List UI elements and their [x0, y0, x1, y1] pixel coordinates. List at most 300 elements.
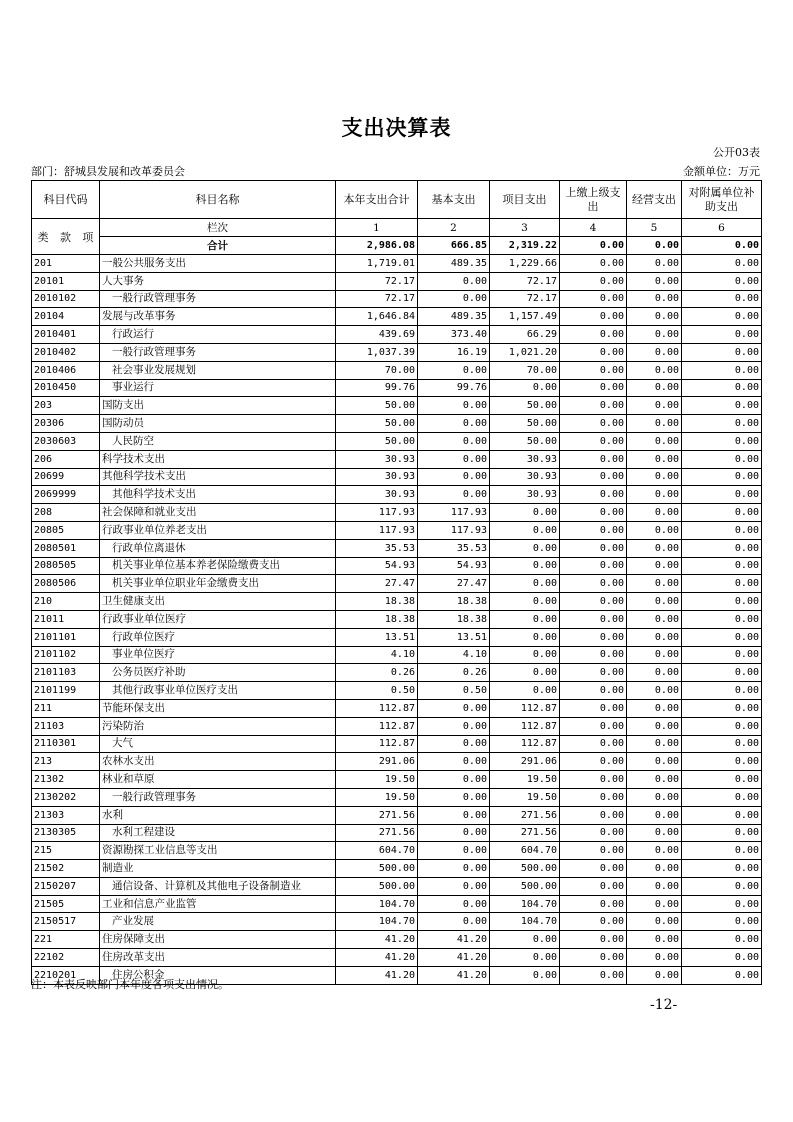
amount-cell: 0.00 [627, 468, 682, 486]
subject-name: 行政单位离退休 [100, 539, 336, 557]
amount-cell: 0.26 [336, 664, 418, 682]
amount-cell: 41.20 [336, 966, 418, 984]
amount-cell: 16.19 [418, 343, 490, 361]
amount-cell: 0.00 [490, 682, 560, 700]
amount-cell: 0.00 [560, 361, 627, 379]
amount-cell: 271.56 [336, 806, 418, 824]
amount-cell: 0.00 [682, 272, 762, 290]
header-basic: 基本支出 [418, 181, 490, 219]
total-row [32, 237, 762, 255]
amount-cell: 0.00 [682, 628, 762, 646]
amount-cell: 99.76 [336, 379, 418, 397]
table-row [32, 753, 762, 771]
amount-cell: 0.00 [682, 593, 762, 611]
table-row [32, 735, 762, 753]
amount-cell: 271.56 [490, 824, 560, 842]
col-num: 1 [336, 219, 418, 237]
subject-code: 208 [32, 504, 100, 522]
amount-cell: 0.00 [627, 753, 682, 771]
amount-cell: 500.00 [490, 877, 560, 895]
table-row [32, 895, 762, 913]
amount-cell: 0.00 [627, 379, 682, 397]
amount-cell: 0.00 [560, 539, 627, 557]
amount-cell: 489.35 [418, 255, 490, 273]
amount-cell: 0.00 [627, 539, 682, 557]
amount-cell: 0.00 [418, 806, 490, 824]
subject-name: 社会事业发展规划 [100, 361, 336, 379]
subject-code: 21103 [32, 717, 100, 735]
amount-cell: 1,719.01 [336, 255, 418, 273]
amount-cell: 50.00 [336, 432, 418, 450]
amount-cell: 30.93 [336, 486, 418, 504]
subject-code: 2150517 [32, 913, 100, 931]
amount-cell: 0.00 [560, 682, 627, 700]
table-row [32, 682, 762, 700]
amount-cell: 0.00 [418, 699, 490, 717]
amount-cell: 0.00 [560, 290, 627, 308]
amount-cell: 104.70 [336, 913, 418, 931]
table-row [32, 486, 762, 504]
table-row [32, 326, 762, 344]
header-kuan: 款 [59, 230, 71, 244]
amount-cell: 1,037.39 [336, 343, 418, 361]
amount-cell: 0.00 [560, 504, 627, 522]
amount-cell: 0.00 [490, 539, 560, 557]
subject-code: 2010450 [32, 379, 100, 397]
col-num: 3 [490, 219, 560, 237]
amount-cell: 0.00 [418, 824, 490, 842]
subject-code: 20699 [32, 468, 100, 486]
subject-name: 行政单位医疗 [100, 628, 336, 646]
subject-code: 20805 [32, 521, 100, 539]
amount-cell: 50.00 [490, 397, 560, 415]
amount-cell: 0.00 [682, 949, 762, 967]
subject-name: 制造业 [100, 860, 336, 878]
amount-cell: 0.00 [560, 379, 627, 397]
table-row [32, 575, 762, 593]
amount-cell: 41.20 [336, 949, 418, 967]
subject-name: 大气 [100, 735, 336, 753]
subject-code: 211 [32, 699, 100, 717]
subject-code: 2010102 [32, 290, 100, 308]
table-row [32, 361, 762, 379]
subject-code: 2030603 [32, 432, 100, 450]
amount-cell: 1,229.66 [490, 255, 560, 273]
amount-cell: 0.00 [627, 397, 682, 415]
amount-cell: 0.00 [560, 610, 627, 628]
amount-cell: 0.00 [627, 877, 682, 895]
amount-cell: 70.00 [490, 361, 560, 379]
amount-cell: 41.20 [336, 931, 418, 949]
table-row [32, 504, 762, 522]
amount-cell: 0.00 [627, 255, 682, 273]
amount-cell: 50.00 [490, 415, 560, 433]
table-row [32, 557, 762, 575]
table-row [32, 860, 762, 878]
subject-name: 其他行政事业单位医疗支出 [100, 682, 336, 700]
amount-cell: 30.93 [490, 486, 560, 504]
amount-cell: 604.70 [336, 842, 418, 860]
table-row [32, 824, 762, 842]
table-row [32, 664, 762, 682]
total-value: 666.85 [418, 237, 490, 255]
amount-cell: 1,021.20 [490, 343, 560, 361]
amount-cell: 0.00 [560, 521, 627, 539]
amount-cell: 271.56 [336, 824, 418, 842]
amount-cell: 0.00 [627, 504, 682, 522]
table-row [32, 913, 762, 931]
total-value: 0.00 [560, 237, 627, 255]
amount-cell: 0.00 [682, 468, 762, 486]
amount-cell: 117.93 [336, 504, 418, 522]
table-row [32, 290, 762, 308]
amount-cell: 0.00 [627, 699, 682, 717]
table-row [32, 343, 762, 361]
amount-cell: 0.00 [627, 308, 682, 326]
subject-code: 21011 [32, 610, 100, 628]
table-row [32, 415, 762, 433]
amount-cell: 0.00 [490, 575, 560, 593]
subject-code: 21302 [32, 771, 100, 789]
amount-cell: 112.87 [336, 717, 418, 735]
amount-cell: 0.00 [682, 557, 762, 575]
amount-cell: 0.00 [560, 860, 627, 878]
amount-cell: 72.17 [490, 290, 560, 308]
amount-cell: 0.00 [627, 343, 682, 361]
header-row [32, 181, 762, 219]
amount-cell: 0.00 [418, 450, 490, 468]
table-row [32, 521, 762, 539]
subject-name: 一般行政管理事务 [100, 788, 336, 806]
amount-cell: 0.00 [560, 450, 627, 468]
amount-cell: 0.00 [627, 272, 682, 290]
amount-cell: 291.06 [336, 753, 418, 771]
amount-cell: 0.00 [490, 966, 560, 984]
amount-cell: 0.00 [418, 397, 490, 415]
amount-cell: 0.00 [627, 913, 682, 931]
amount-cell: 1,646.84 [336, 308, 418, 326]
table-row [32, 877, 762, 895]
amount-cell: 0.00 [560, 326, 627, 344]
subject-code: 221 [32, 931, 100, 949]
amount-cell: 0.00 [560, 468, 627, 486]
amount-cell: 72.17 [336, 290, 418, 308]
amount-cell: 0.00 [682, 521, 762, 539]
amount-cell: 0.00 [560, 308, 627, 326]
column-number-row [32, 219, 762, 237]
amount-cell: 0.00 [418, 753, 490, 771]
amount-cell: 0.00 [627, 682, 682, 700]
header-business: 经营支出 [627, 181, 682, 219]
amount-cell: 0.00 [627, 361, 682, 379]
subject-name: 机关事业单位职业年金缴费支出 [100, 575, 336, 593]
subject-name: 行政事业单位医疗 [100, 610, 336, 628]
amount-cell: 19.50 [490, 788, 560, 806]
table-row [32, 255, 762, 273]
amount-cell: 0.00 [418, 771, 490, 789]
subject-code: 2069999 [32, 486, 100, 504]
amount-cell: 0.00 [418, 486, 490, 504]
table-body [32, 255, 762, 985]
table-row [32, 272, 762, 290]
amount-cell: 0.50 [418, 682, 490, 700]
amount-cell: 19.50 [336, 771, 418, 789]
page-number: -12- [650, 997, 678, 1013]
amount-cell: 373.40 [418, 326, 490, 344]
amount-cell: 99.76 [418, 379, 490, 397]
header-total: 本年支出合计 [336, 181, 418, 219]
subject-name: 通信设备、计算机及其他电子设备制造业 [100, 877, 336, 895]
amount-cell: 0.00 [682, 806, 762, 824]
table-row [32, 646, 762, 664]
subject-name: 工业和信息产业监管 [100, 895, 336, 913]
subject-code: 2010402 [32, 343, 100, 361]
subject-name: 农林水支出 [100, 753, 336, 771]
amount-cell: 41.20 [418, 931, 490, 949]
amount-cell: 0.00 [627, 806, 682, 824]
table-row [32, 539, 762, 557]
amount-cell: 0.00 [627, 735, 682, 753]
subject-name: 资源勘探工业信息等支出 [100, 842, 336, 860]
subject-code: 2101101 [32, 628, 100, 646]
amount-cell: 0.00 [627, 557, 682, 575]
amount-cell: 0.00 [627, 931, 682, 949]
amount-cell: 0.00 [560, 931, 627, 949]
amount-cell: 117.93 [418, 521, 490, 539]
subject-name: 其他科学技术支出 [100, 486, 336, 504]
amount-cell: 0.00 [627, 593, 682, 611]
amount-cell: 0.00 [682, 575, 762, 593]
table-row [32, 308, 762, 326]
amount-cell: 0.00 [418, 860, 490, 878]
amount-cell: 0.00 [627, 717, 682, 735]
amount-cell: 0.00 [682, 771, 762, 789]
amount-cell: 0.00 [418, 877, 490, 895]
subject-name: 一般行政管理事务 [100, 343, 336, 361]
amount-cell: 0.00 [418, 842, 490, 860]
subject-code: 215 [32, 842, 100, 860]
table-row [32, 949, 762, 967]
header-code: 科目代码 [32, 181, 100, 219]
amount-cell: 439.69 [336, 326, 418, 344]
amount-cell: 18.38 [336, 610, 418, 628]
amount-cell: 104.70 [490, 895, 560, 913]
amount-cell: 19.50 [336, 788, 418, 806]
footnote: 注：本表反映部门本年度各项支出情况。 [31, 978, 229, 991]
subject-code: 22102 [32, 949, 100, 967]
amount-cell: 30.93 [336, 468, 418, 486]
amount-cell: 0.00 [560, 735, 627, 753]
amount-cell: 0.00 [682, 290, 762, 308]
amount-cell: 0.00 [490, 646, 560, 664]
amount-cell: 41.20 [418, 949, 490, 967]
subject-code: 20306 [32, 415, 100, 433]
expenditure-table [31, 180, 762, 985]
amount-cell: 0.00 [682, 877, 762, 895]
subject-name: 住房公积金 [100, 966, 336, 984]
table-row [32, 771, 762, 789]
total-value: 2,319.22 [490, 237, 560, 255]
amount-cell: 0.00 [560, 628, 627, 646]
amount-cell: 27.47 [418, 575, 490, 593]
amount-cell: 500.00 [336, 860, 418, 878]
total-value: 2,986.08 [336, 237, 418, 255]
amount-cell: 0.00 [682, 379, 762, 397]
amount-cell: 0.00 [682, 860, 762, 878]
header-lei: 类 [37, 230, 49, 244]
amount-cell: 0.00 [627, 664, 682, 682]
amount-cell: 0.00 [418, 361, 490, 379]
total-value: 0.00 [682, 237, 762, 255]
amount-cell: 0.00 [490, 949, 560, 967]
amount-cell: 0.00 [560, 949, 627, 967]
subject-code: 2080505 [32, 557, 100, 575]
header-lanci: 栏次 [100, 219, 336, 237]
subject-name: 社会保障和就业支出 [100, 504, 336, 522]
amount-cell: 0.00 [560, 753, 627, 771]
subject-name: 产业发展 [100, 913, 336, 931]
col-num: 5 [627, 219, 682, 237]
amount-cell: 0.26 [418, 664, 490, 682]
header-project: 项目支出 [490, 181, 560, 219]
subject-name: 卫生健康支出 [100, 593, 336, 611]
amount-cell: 291.06 [490, 753, 560, 771]
amount-cell: 0.00 [560, 788, 627, 806]
table-row [32, 593, 762, 611]
amount-cell: 117.93 [336, 521, 418, 539]
table-row [32, 842, 762, 860]
subject-name: 其他科学技术支出 [100, 468, 336, 486]
amount-cell: 0.00 [490, 521, 560, 539]
subject-code: 2130202 [32, 788, 100, 806]
amount-cell: 0.00 [490, 593, 560, 611]
subject-name: 科学技术支出 [100, 450, 336, 468]
amount-cell: 0.00 [682, 308, 762, 326]
subject-code: 213 [32, 753, 100, 771]
amount-cell: 0.00 [682, 432, 762, 450]
amount-cell: 0.00 [560, 397, 627, 415]
amount-cell: 500.00 [336, 877, 418, 895]
subject-code: 21505 [32, 895, 100, 913]
amount-cell: 0.00 [627, 949, 682, 967]
amount-cell: 54.93 [418, 557, 490, 575]
table-row [32, 628, 762, 646]
amount-cell: 0.00 [560, 415, 627, 433]
subject-name: 人大事务 [100, 272, 336, 290]
amount-cell: 0.00 [627, 646, 682, 664]
amount-cell: 4.10 [336, 646, 418, 664]
subject-code: 2010406 [32, 361, 100, 379]
subject-name: 污染防治 [100, 717, 336, 735]
amount-cell: 4.10 [418, 646, 490, 664]
amount-cell: 0.00 [627, 610, 682, 628]
table-row [32, 931, 762, 949]
amount-cell: 0.00 [560, 717, 627, 735]
amount-cell: 0.00 [627, 575, 682, 593]
amount-cell: 0.00 [560, 664, 627, 682]
amount-cell: 0.00 [418, 788, 490, 806]
amount-cell: 0.00 [682, 610, 762, 628]
amount-cell: 0.00 [682, 326, 762, 344]
amount-cell: 30.93 [490, 468, 560, 486]
subject-code: 2101103 [32, 664, 100, 682]
amount-cell: 0.00 [627, 415, 682, 433]
col-num: 6 [682, 219, 762, 237]
header-name: 科目名称 [100, 181, 336, 219]
subject-code: 2080501 [32, 539, 100, 557]
col-num: 2 [418, 219, 490, 237]
subject-name: 林业和草原 [100, 771, 336, 789]
amount-cell: 0.00 [560, 806, 627, 824]
amount-cell: 0.00 [627, 432, 682, 450]
header-subsidy: 对附属单位补助支出 [682, 181, 762, 219]
amount-cell: 0.00 [627, 521, 682, 539]
subject-name: 行政事业单位养老支出 [100, 521, 336, 539]
header-xiang: 项 [82, 230, 94, 244]
col-num: 4 [560, 219, 627, 237]
subject-code: 210 [32, 593, 100, 611]
amount-cell: 35.53 [418, 539, 490, 557]
amount-cell: 18.38 [418, 593, 490, 611]
amount-cell: 104.70 [336, 895, 418, 913]
amount-cell: 0.00 [682, 788, 762, 806]
amount-cell: 0.00 [560, 432, 627, 450]
amount-cell: 0.00 [560, 913, 627, 931]
subject-code: 2010401 [32, 326, 100, 344]
amount-cell: 0.00 [627, 895, 682, 913]
amount-cell: 0.00 [418, 272, 490, 290]
subject-name: 住房改革支出 [100, 949, 336, 967]
amount-cell: 112.87 [336, 699, 418, 717]
subject-name: 国防支出 [100, 397, 336, 415]
amount-cell: 0.00 [627, 628, 682, 646]
amount-cell: 271.56 [490, 806, 560, 824]
amount-cell: 0.00 [682, 735, 762, 753]
amount-cell: 50.00 [336, 415, 418, 433]
subject-code: 21303 [32, 806, 100, 824]
amount-cell: 0.00 [560, 343, 627, 361]
amount-cell: 0.00 [682, 699, 762, 717]
amount-cell: 112.87 [490, 735, 560, 753]
amount-unit: 金额单位：万元 [683, 165, 760, 178]
amount-cell: 0.00 [560, 842, 627, 860]
amount-cell: 13.51 [418, 628, 490, 646]
amount-cell: 18.38 [336, 593, 418, 611]
subject-code: 2101199 [32, 682, 100, 700]
amount-cell: 0.00 [682, 415, 762, 433]
amount-cell: 0.00 [682, 486, 762, 504]
subject-code: 2150207 [32, 877, 100, 895]
table-row [32, 468, 762, 486]
table-row [32, 699, 762, 717]
amount-cell: 0.00 [560, 824, 627, 842]
amount-cell: 35.53 [336, 539, 418, 557]
table-row [32, 397, 762, 415]
table-row [32, 717, 762, 735]
amount-cell: 604.70 [490, 842, 560, 860]
total-value: 0.00 [627, 237, 682, 255]
amount-cell: 0.00 [560, 593, 627, 611]
amount-cell: 0.00 [682, 913, 762, 931]
table-row [32, 788, 762, 806]
amount-cell: 0.00 [490, 504, 560, 522]
amount-cell: 0.00 [560, 486, 627, 504]
amount-cell: 0.00 [627, 966, 682, 984]
amount-cell: 0.00 [682, 539, 762, 557]
amount-cell: 19.50 [490, 771, 560, 789]
amount-cell: 0.00 [682, 824, 762, 842]
amount-cell: 72.17 [336, 272, 418, 290]
